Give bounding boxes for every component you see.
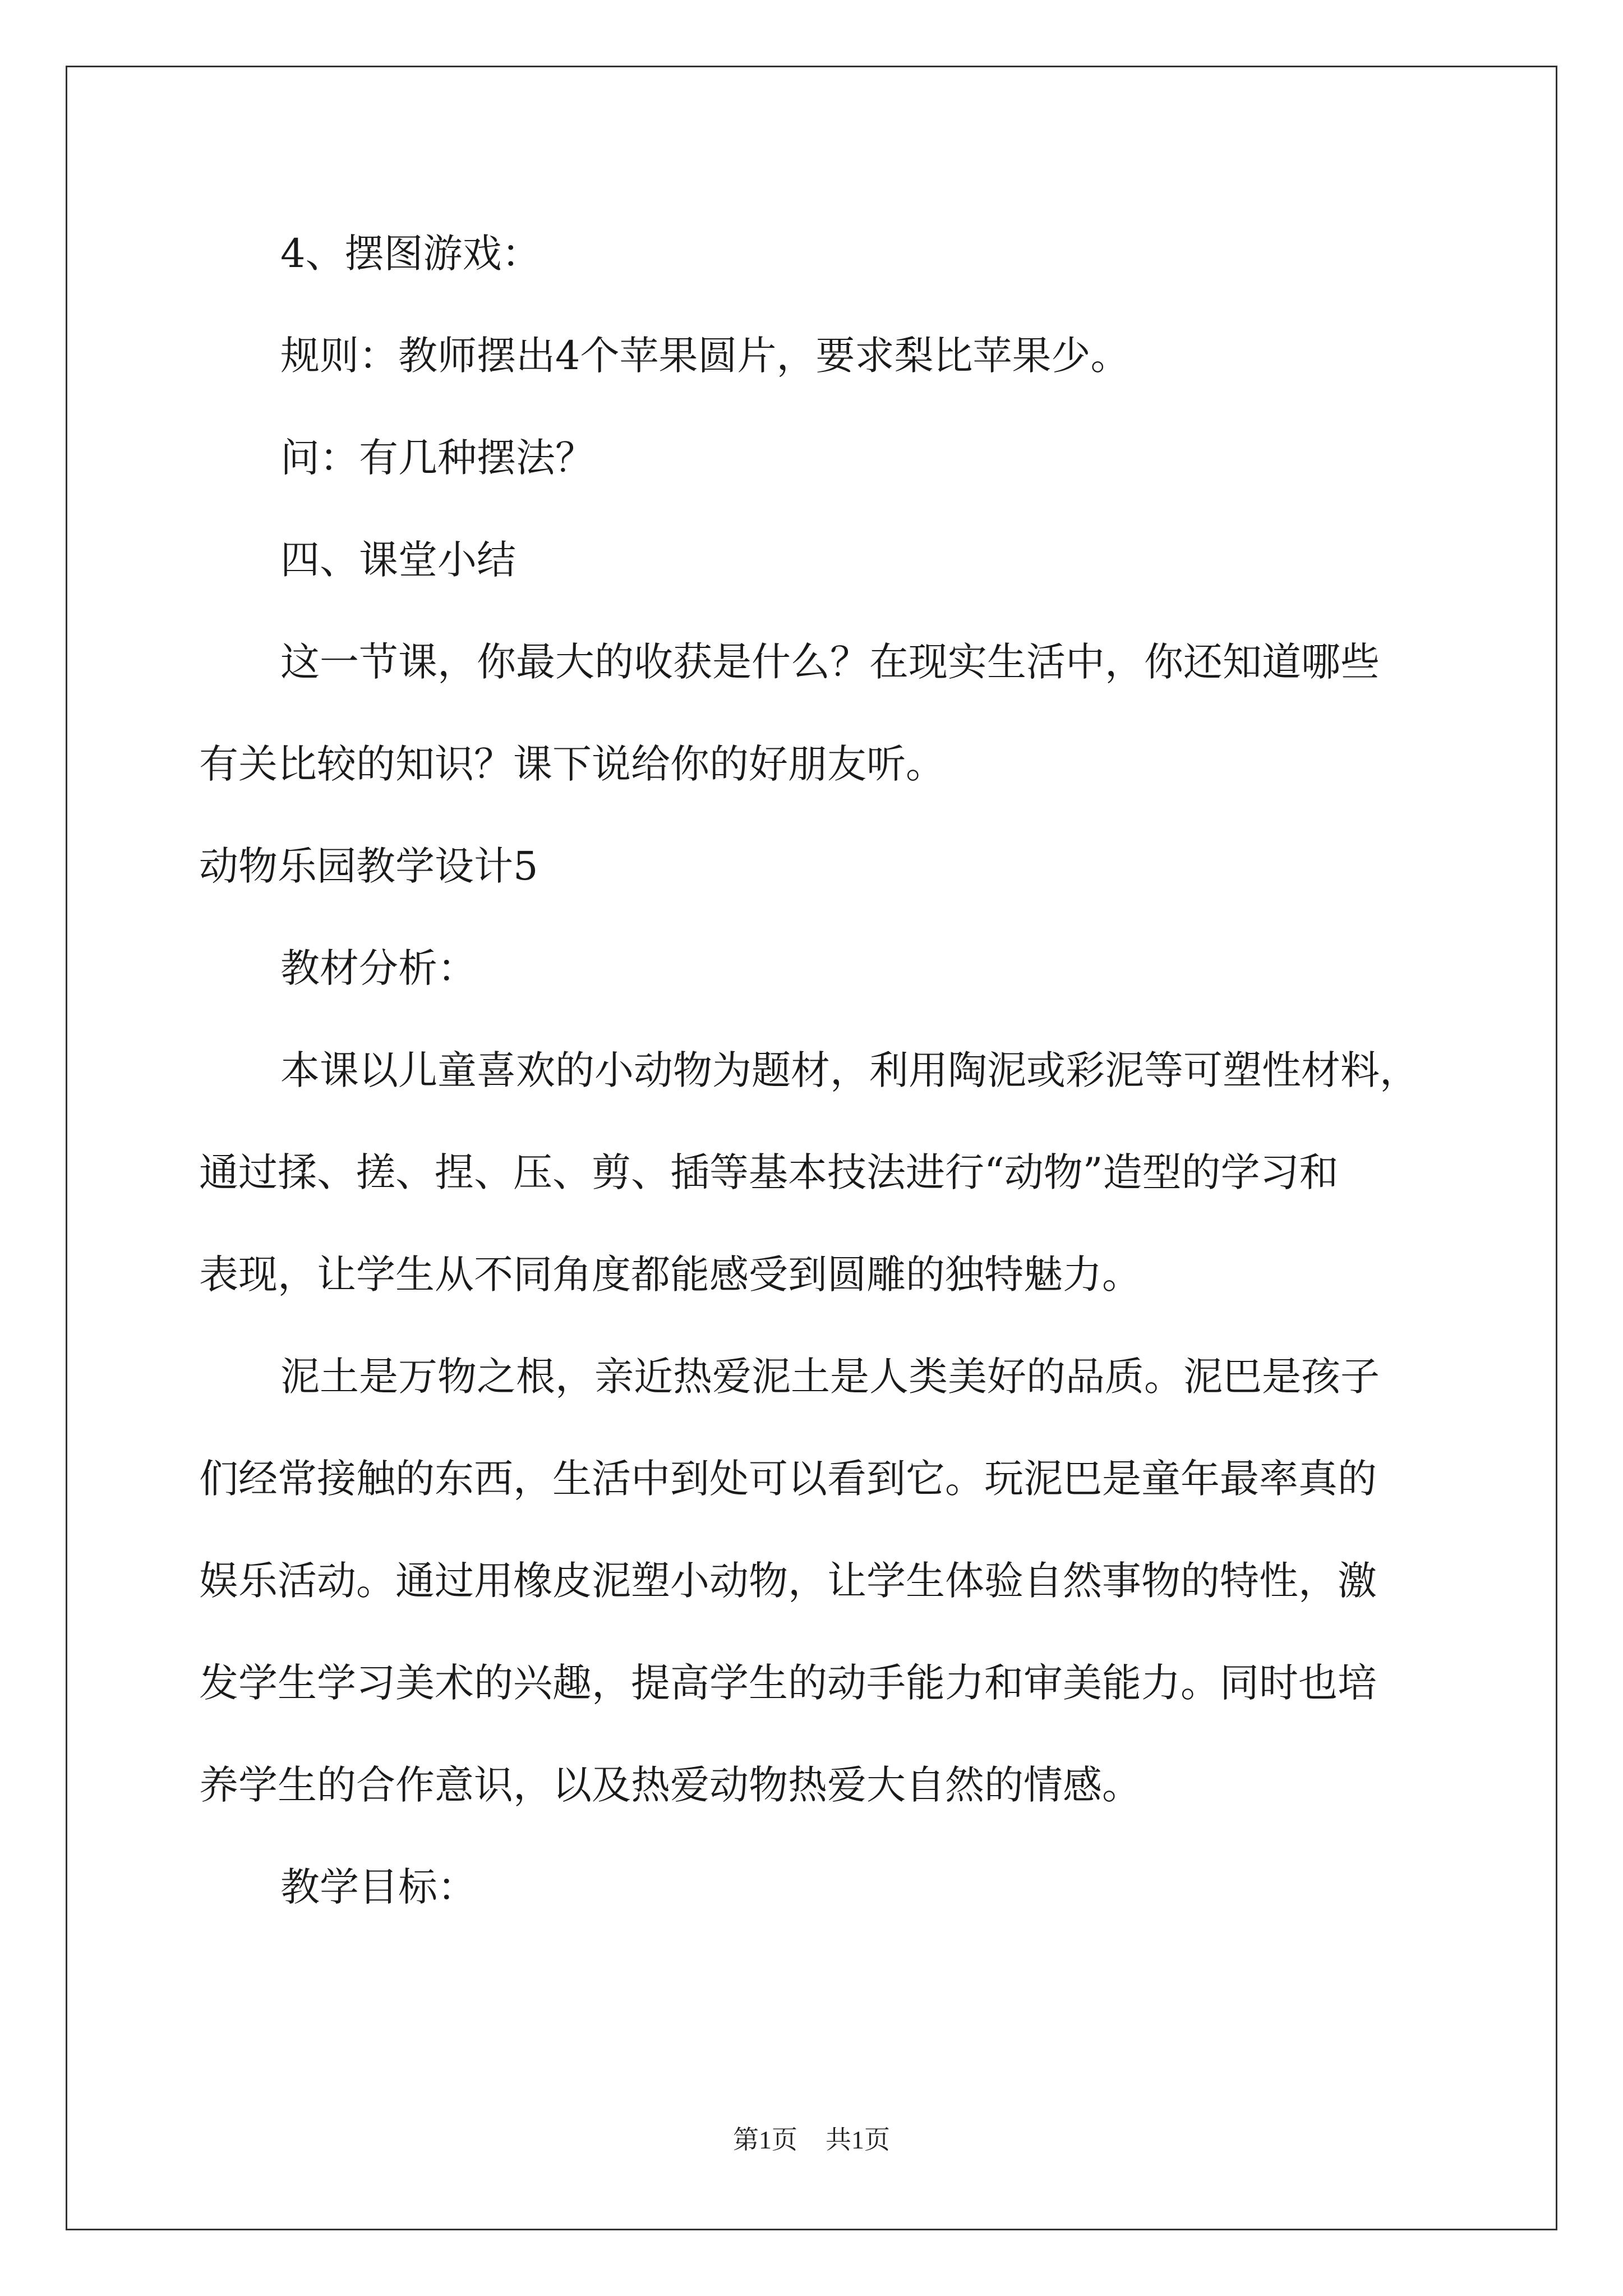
page-footer (0, 2123, 1623, 2157)
paragraph-line: 4、摆图游戏： (280, 231, 541, 277)
paragraph-line: 养学生的合作意识，以及热爱动物热爱大自然的情感。 (199, 1762, 1141, 1808)
page-number-current: 第1页 (733, 2125, 797, 2154)
section-heading: 教学目标： (280, 1864, 477, 1910)
paragraph-line: 规则：教师摆出4个苹果圆片，要求梨比苹果少。 (280, 333, 1130, 379)
paragraph-line: 问：有几种摆法？ (280, 435, 594, 481)
paragraph-line: 这一节课，你最大的收获是什么？在现实生活中，你还知道哪些 (280, 639, 1380, 685)
section-heading: 四、课堂小结 (280, 537, 516, 583)
paragraph-line: 泥土是万物之根，亲近热爱泥土是人类美好的品质。泥巴是孩子 (280, 1354, 1380, 1400)
paragraph-line: 们经常接触的东西，生活中到处可以看到它。玩泥巴是童年最率真的 (199, 1456, 1377, 1502)
paragraph-line: 表现，让学生从不同角度都能感受到圆雕的独特魅力。 (199, 1251, 1141, 1297)
paragraph-line: 发学生学习美术的兴趣，提高学生的动手能力和审美能力。同时也培 (199, 1660, 1377, 1706)
paragraph-line: 有关比较的知识？课下说给你的好朋友听。 (199, 741, 945, 787)
paragraph-line: 通过揉、搓、捏、压、剪、插等基本技法进行“动物”造型的学习和 (199, 1149, 1339, 1195)
paragraph-line: 本课以儿童喜欢的小动物为题材，利用陶泥或彩泥等可塑性材料， (280, 1047, 1419, 1093)
paragraph-line: 娱乐活动。通过用橡皮泥塑小动物，让学生体验自然事物的特性，激 (199, 1558, 1377, 1604)
page-number-total: 共1页 (826, 2125, 890, 2154)
document-title: 动物乐园教学设计5 (199, 843, 538, 889)
section-heading: 教材分析： (280, 945, 477, 991)
